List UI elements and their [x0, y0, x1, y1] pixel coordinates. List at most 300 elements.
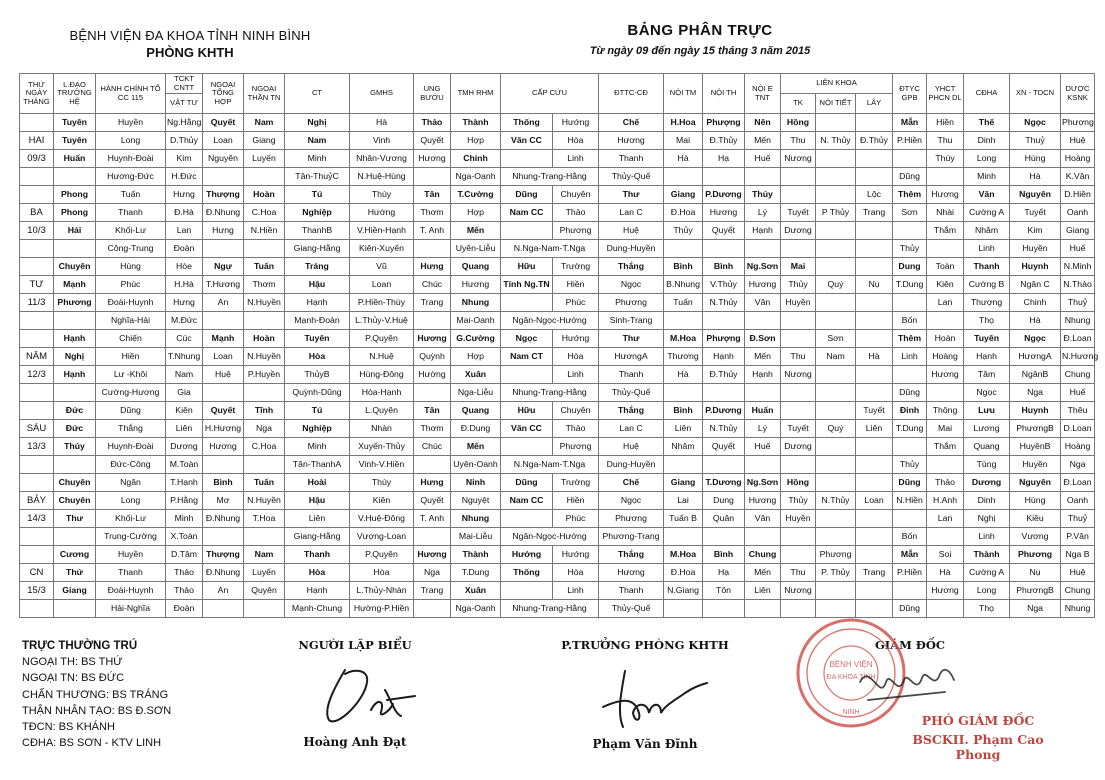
table-cell: Thủy-Quế	[599, 168, 664, 186]
table-cell: Dung	[893, 258, 927, 276]
table-cell	[856, 168, 893, 186]
table-cell: G.Cường	[451, 330, 501, 348]
table-cell: Thứ	[54, 564, 96, 582]
table-cell: Hòa	[350, 564, 414, 582]
table-cell: Thư	[599, 330, 664, 348]
table-cell	[856, 312, 893, 330]
table-cell: Soi	[927, 546, 964, 564]
table-cell: Liên	[285, 510, 350, 528]
table-cell: Lư -Khôi	[96, 366, 166, 384]
table-cell: N.Huệ	[350, 348, 414, 366]
table-cell: Nhâm	[664, 438, 703, 456]
table-cell	[244, 168, 285, 186]
table-row	[20, 510, 1095, 528]
col-dtyc-header: ĐTYC GPB	[893, 74, 927, 114]
table-cell: Cường-Hương	[96, 384, 166, 402]
table-cell: L.Quyên	[350, 402, 414, 420]
table-cell: Thu	[927, 132, 964, 150]
table-cell: Kiên	[927, 276, 964, 294]
table-cell: Ng.Sơn	[745, 258, 781, 276]
day-label: SÁU	[20, 420, 54, 438]
table-cell: Dũng	[893, 168, 927, 186]
table-cell: N.Thảo	[1061, 276, 1095, 294]
table-cell: Lý	[745, 204, 781, 222]
table-cell: Nhân-Vương	[350, 150, 414, 168]
table-cell	[816, 186, 856, 204]
table-cell: Liên	[664, 420, 703, 438]
table-cell: Thống	[501, 564, 553, 582]
table-cell	[893, 510, 927, 528]
table-cell: Nghị	[54, 348, 96, 366]
table-cell: Lương	[964, 420, 1010, 438]
table-row	[20, 420, 1095, 438]
table-cell: Hương	[414, 330, 451, 348]
table-cell	[781, 240, 816, 258]
table-cell: Hòa	[553, 564, 599, 582]
table-cell: N.Thủy	[703, 420, 745, 438]
table-cell: P.Quyên	[350, 330, 414, 348]
table-row	[20, 186, 1095, 204]
table-cell	[856, 330, 893, 348]
table-cell: Bình	[203, 474, 244, 492]
table-cell	[856, 366, 893, 384]
table-cell: Hà	[664, 366, 703, 384]
table-cell: Cương	[54, 546, 96, 564]
table-cell: P.Hiền	[893, 132, 927, 150]
table-cell: Hạnh	[54, 366, 96, 384]
table-cell: Trang	[414, 294, 451, 312]
table-cell	[927, 456, 964, 474]
table-cell: Nam	[244, 114, 285, 132]
col-noitm-header: NỘI TM	[664, 74, 703, 114]
table-cell: Phương-Trang	[599, 528, 664, 546]
table-cell: Hoàn	[244, 186, 285, 204]
table-cell: Hướng	[501, 546, 553, 564]
table-cell: Chuyên	[54, 492, 96, 510]
table-cell: N.Hiền	[893, 492, 927, 510]
table-cell: Nhung-Trang-Hằng	[501, 384, 599, 402]
table-cell: Hương	[745, 492, 781, 510]
table-cell: Nam	[244, 546, 285, 564]
table-cell: Thủy	[893, 240, 927, 258]
table-cell: Đ.Hà	[166, 204, 203, 222]
table-cell: Linh	[553, 150, 599, 168]
day-cell	[20, 546, 54, 564]
table-cell: Vương	[1010, 528, 1061, 546]
table-cell: Vượng-Loan	[350, 528, 414, 546]
table-cell: Tân-ThanhA	[285, 456, 350, 474]
table-cell: Hạnh	[745, 222, 781, 240]
table-cell: Hoài	[285, 474, 350, 492]
stamp-text-mid: ĐA KHOA TỈNH	[826, 674, 876, 681]
day-label: TƯ	[20, 276, 54, 294]
table-row	[20, 384, 1095, 402]
table-cell: Hạnh	[54, 330, 96, 348]
table-cell: Thảo	[553, 420, 599, 438]
table-cell: Phúc	[553, 510, 599, 528]
table-cell	[414, 312, 451, 330]
table-cell	[703, 456, 745, 474]
table-cell	[893, 294, 927, 312]
table-cell: P.Dương	[703, 402, 745, 420]
table-cell	[501, 582, 553, 600]
table-cell: Trường	[553, 474, 599, 492]
table-row	[20, 366, 1095, 384]
col-noith-header: NỘI TH	[703, 74, 745, 114]
table-cell	[816, 240, 856, 258]
table-cell: Uyên-Oanh	[451, 456, 501, 474]
table-cell: Thọ	[964, 312, 1010, 330]
table-cell: Thủy	[54, 438, 96, 456]
table-cell	[203, 456, 244, 474]
table-cell: Nguyên	[203, 150, 244, 168]
table-cell: Nên	[745, 114, 781, 132]
table-cell: Hưng	[414, 474, 451, 492]
table-cell: Oanh	[1061, 204, 1095, 222]
table-cell: Ngự	[203, 258, 244, 276]
table-cell	[781, 312, 816, 330]
table-cell: Vân	[745, 510, 781, 528]
table-cell: Hướng	[553, 330, 599, 348]
table-cell: P.Quyên	[350, 546, 414, 564]
table-cell: Nguyệt	[451, 492, 501, 510]
table-cell	[745, 600, 781, 618]
table-cell: Thảo	[414, 114, 451, 132]
table-cell: Loan	[203, 132, 244, 150]
table-cell: Phương	[553, 222, 599, 240]
table-cell: Huấn	[745, 402, 781, 420]
table-cell	[414, 384, 451, 402]
table-cell: Vinh-V.Hiền	[350, 456, 414, 474]
table-cell: Đ.Loan	[1061, 330, 1095, 348]
table-cell: Đ.Nhung	[203, 204, 244, 222]
table-cell: N.Huyền	[244, 348, 285, 366]
table-cell: Đ.Nhung	[203, 564, 244, 582]
table-cell: Chế	[599, 114, 664, 132]
table-cell: Thanh	[599, 150, 664, 168]
col-lienkhoa-header: LIÊN KHOA	[781, 74, 893, 94]
table-cell: Nga-Liễu	[451, 384, 501, 402]
table-cell: Ngân	[96, 474, 166, 492]
table-cell: Mến	[745, 564, 781, 582]
table-cell: Thượng	[964, 294, 1010, 312]
table-cell: Hữu	[501, 402, 553, 420]
table-row	[20, 276, 1095, 294]
table-cell: Thêm	[893, 330, 927, 348]
table-cell: Đ.Nhung	[203, 510, 244, 528]
col-noitiet-header: NỘI TIẾT	[816, 94, 856, 114]
table-cell: Hướng	[553, 114, 599, 132]
day-label: NĂM	[20, 348, 54, 366]
table-cell: Huyền	[96, 546, 166, 564]
table-cell	[816, 456, 856, 474]
table-cell: Quý	[816, 276, 856, 294]
table-cell: Bình	[664, 258, 703, 276]
table-cell: Thùy	[350, 474, 414, 492]
table-cell	[501, 150, 553, 168]
table-cell: PhươngB	[1010, 582, 1061, 600]
table-cell: Tuyên	[285, 330, 350, 348]
table-cell: Kiên	[350, 492, 414, 510]
table-cell: Thêu	[1061, 402, 1095, 420]
table-cell: Nam	[166, 366, 203, 384]
table-cell: Trang	[856, 564, 893, 582]
table-cell	[244, 600, 285, 618]
table-cell: P Thủy	[816, 204, 856, 222]
table-cell	[664, 600, 703, 618]
table-cell	[414, 528, 451, 546]
table-cell: Xuyến-Thủy	[350, 438, 414, 456]
col-admin-header: HÀNH CHÍNH TỔ CC 115	[96, 74, 166, 114]
table-cell: Thu	[781, 348, 816, 366]
table-cell: Mơ	[203, 492, 244, 510]
table-cell: Tuyết	[1010, 204, 1061, 222]
table-cell: Hương	[745, 276, 781, 294]
table-cell	[816, 222, 856, 240]
table-cell: Thủy	[781, 276, 816, 294]
table-cell: Tùng	[964, 456, 1010, 474]
table-cell: N.Huệ-Hùng	[350, 168, 414, 186]
table-row	[20, 312, 1095, 330]
table-cell: Hòa	[285, 348, 350, 366]
table-cell: T.Hương	[203, 276, 244, 294]
table-row	[20, 294, 1095, 312]
table-cell: Thủy	[745, 186, 781, 204]
table-cell: Nga	[1010, 384, 1061, 402]
date-label: 11/3	[20, 294, 54, 312]
table-cell: Hà	[927, 564, 964, 582]
col-vattu-header: VẬT TƯ	[166, 94, 203, 114]
table-cell: Hợp	[451, 348, 501, 366]
table-cell: Linh	[964, 240, 1010, 258]
table-cell: N.Nga-Nam-T.Nga	[501, 240, 599, 258]
table-cell: Linh	[553, 582, 599, 600]
table-cell: Hương	[927, 582, 964, 600]
table-cell: Hường-P.Hiền	[350, 600, 414, 618]
table-cell: Phong	[54, 204, 96, 222]
table-cell	[703, 600, 745, 618]
table-cell: Cường A	[964, 204, 1010, 222]
table-cell: Hà	[1010, 168, 1061, 186]
table-cell	[414, 456, 451, 474]
table-cell	[893, 582, 927, 600]
table-cell: Chuyên	[553, 186, 599, 204]
table-cell: Dinh	[964, 132, 1010, 150]
table-cell: Hòa	[553, 348, 599, 366]
table-cell: Minh	[166, 510, 203, 528]
table-cell: Xuân	[451, 366, 501, 384]
table-cell: Dũng	[893, 600, 927, 618]
table-cell	[745, 456, 781, 474]
table-cell	[816, 168, 856, 186]
table-cell: Thanh	[96, 564, 166, 582]
day-cell	[20, 384, 54, 402]
day-cell	[20, 330, 54, 348]
table-cell	[703, 528, 745, 546]
table-cell: Phượng	[703, 330, 745, 348]
table-cell: Chúc	[414, 438, 451, 456]
table-cell: Khối-Lư	[96, 222, 166, 240]
table-cell	[816, 600, 856, 618]
col-ngoai-th-header: NGOẠI TỔNG HỢP	[203, 74, 244, 114]
table-cell	[927, 600, 964, 618]
table-cell: Nga	[1061, 456, 1095, 474]
director-signature	[850, 652, 960, 712]
table-cell	[501, 438, 553, 456]
table-cell	[54, 456, 96, 474]
table-cell	[244, 528, 285, 546]
table-cell: Thư	[54, 510, 96, 528]
table-cell: Hương	[599, 564, 664, 582]
date-label: 15/3	[20, 582, 54, 600]
table-cell	[816, 312, 856, 330]
table-cell: Huệ	[599, 222, 664, 240]
table-cell	[856, 546, 893, 564]
preparer-title: NGƯỜI LẬP BIỂU	[298, 638, 412, 652]
table-cell: Ng.Sơn	[745, 474, 781, 492]
table-cell: Chung	[1061, 366, 1095, 384]
table-cell: Linh	[553, 366, 599, 384]
table-cell: Quyết	[414, 492, 451, 510]
table-cell	[781, 330, 816, 348]
table-cell	[781, 600, 816, 618]
table-cell: Hạnh	[745, 366, 781, 384]
table-cell	[664, 456, 703, 474]
table-cell: Huyền	[781, 294, 816, 312]
table-cell	[54, 240, 96, 258]
table-cell: Thủy	[781, 492, 816, 510]
table-cell	[816, 366, 856, 384]
table-cell: T.Dương	[703, 474, 745, 492]
table-cell: Thơm	[414, 420, 451, 438]
day-cell	[20, 312, 54, 330]
table-cell: Quang	[964, 438, 1010, 456]
table-cell: Tĩnh	[244, 402, 285, 420]
day-cell	[20, 456, 54, 474]
table-cell: Phượng	[1061, 114, 1095, 132]
table-cell: Huấn	[54, 150, 96, 168]
table-cell: An	[203, 294, 244, 312]
table-cell: Huynh-Đoài	[96, 150, 166, 168]
table-cell: Công-Trung	[96, 240, 166, 258]
table-cell: M.Hoa	[664, 546, 703, 564]
table-cell	[893, 222, 927, 240]
table-cell: Tuyên	[54, 132, 96, 150]
table-cell: Chuyên	[553, 402, 599, 420]
table-cell: Tuấn B	[664, 510, 703, 528]
table-cell	[816, 114, 856, 132]
table-cell: Giang	[664, 186, 703, 204]
table-row	[20, 402, 1095, 420]
table-cell	[856, 150, 893, 168]
table-cell: Hùng	[1010, 492, 1061, 510]
table-cell	[54, 600, 96, 618]
date-label: 13/3	[20, 438, 54, 456]
table-cell: Đức	[54, 420, 96, 438]
table-cell: Quý	[816, 420, 856, 438]
table-cell: Huynh-Đoài	[96, 438, 166, 456]
table-cell: Hà	[350, 114, 414, 132]
table-cell: Quyên	[244, 582, 285, 600]
table-cell: Thuỷ	[1010, 132, 1061, 150]
table-cell: Hoàn	[927, 330, 964, 348]
table-cell	[856, 384, 893, 402]
table-cell: Đ.Dung	[451, 420, 501, 438]
table-cell: Thủy	[664, 222, 703, 240]
table-cell: Thắng	[599, 258, 664, 276]
table-cell	[856, 222, 893, 240]
table-cell: Phong	[54, 186, 96, 204]
table-cell: Đ.Thủy	[856, 132, 893, 150]
day-label: HAI	[20, 132, 54, 150]
table-cell: Hoàng	[927, 348, 964, 366]
table-cell: Long	[96, 492, 166, 510]
table-cell	[54, 384, 96, 402]
col-lay-header: LÂY	[856, 94, 893, 114]
table-cell: Hiền	[927, 114, 964, 132]
table-cell: Tân-ThuỷC	[285, 168, 350, 186]
table-cell: Thắng	[599, 546, 664, 564]
table-cell: Huynh	[1010, 258, 1061, 276]
table-cell: Tú	[285, 186, 350, 204]
table-cell: Minh	[285, 150, 350, 168]
table-cell: Nga-Oanh	[451, 168, 501, 186]
table-row	[20, 528, 1095, 546]
table-cell: H.Hương	[203, 420, 244, 438]
table-cell: M.Hoa	[664, 330, 703, 348]
table-cell: Mến	[451, 222, 501, 240]
col-dttc-header: ĐTTC-CĐ	[599, 74, 664, 114]
col-gmhs-header: GMHS	[350, 74, 414, 114]
day-cell	[20, 240, 54, 258]
table-cell: Ngân C	[1010, 276, 1061, 294]
hospital-name: BỆNH VIỆN ĐA KHOA TỈNH NINH BÌNH	[69, 28, 311, 43]
col-xn-header: XN - TDCN	[1010, 74, 1061, 114]
table-cell: Chung	[745, 546, 781, 564]
table-cell: K.Vân	[1061, 168, 1095, 186]
table-cell: Dương	[781, 438, 816, 456]
table-cell: N.Nga-Nam-T.Nga	[501, 456, 599, 474]
table-cell: Hoàng	[1061, 438, 1095, 456]
table-cell: Nga	[244, 420, 285, 438]
table-row	[20, 546, 1095, 564]
table-cell: Văn	[964, 186, 1010, 204]
table-cell	[203, 168, 244, 186]
table-cell: P.Hiền-Thùy	[350, 294, 414, 312]
stamp-text-top: BỆNH VIỆN	[829, 660, 873, 669]
table-cell: Giang	[664, 474, 703, 492]
table-cell	[203, 600, 244, 618]
table-cell: B.Nhung	[664, 276, 703, 294]
table-cell: Nhâm	[964, 222, 1010, 240]
table-cell: Thanh	[599, 582, 664, 600]
table-cell: Long	[964, 582, 1010, 600]
day-cell	[20, 600, 54, 618]
resident-duty-line: NGOẠI TH: BS THỨ	[22, 656, 123, 669]
table-row	[20, 492, 1095, 510]
table-cell: Tuấn	[664, 294, 703, 312]
table-cell: Toàn	[927, 258, 964, 276]
table-cell: T. Anh	[414, 510, 451, 528]
col-yhct-header: YHCT PHCN DL	[927, 74, 964, 114]
table-cell	[816, 438, 856, 456]
preparer-name: Hoàng Anh Đạt	[303, 735, 407, 749]
table-cell	[781, 546, 816, 564]
table-cell: Loan	[203, 348, 244, 366]
table-cell: Nương	[781, 150, 816, 168]
day-cell	[20, 528, 54, 546]
table-cell: Thành	[451, 114, 501, 132]
